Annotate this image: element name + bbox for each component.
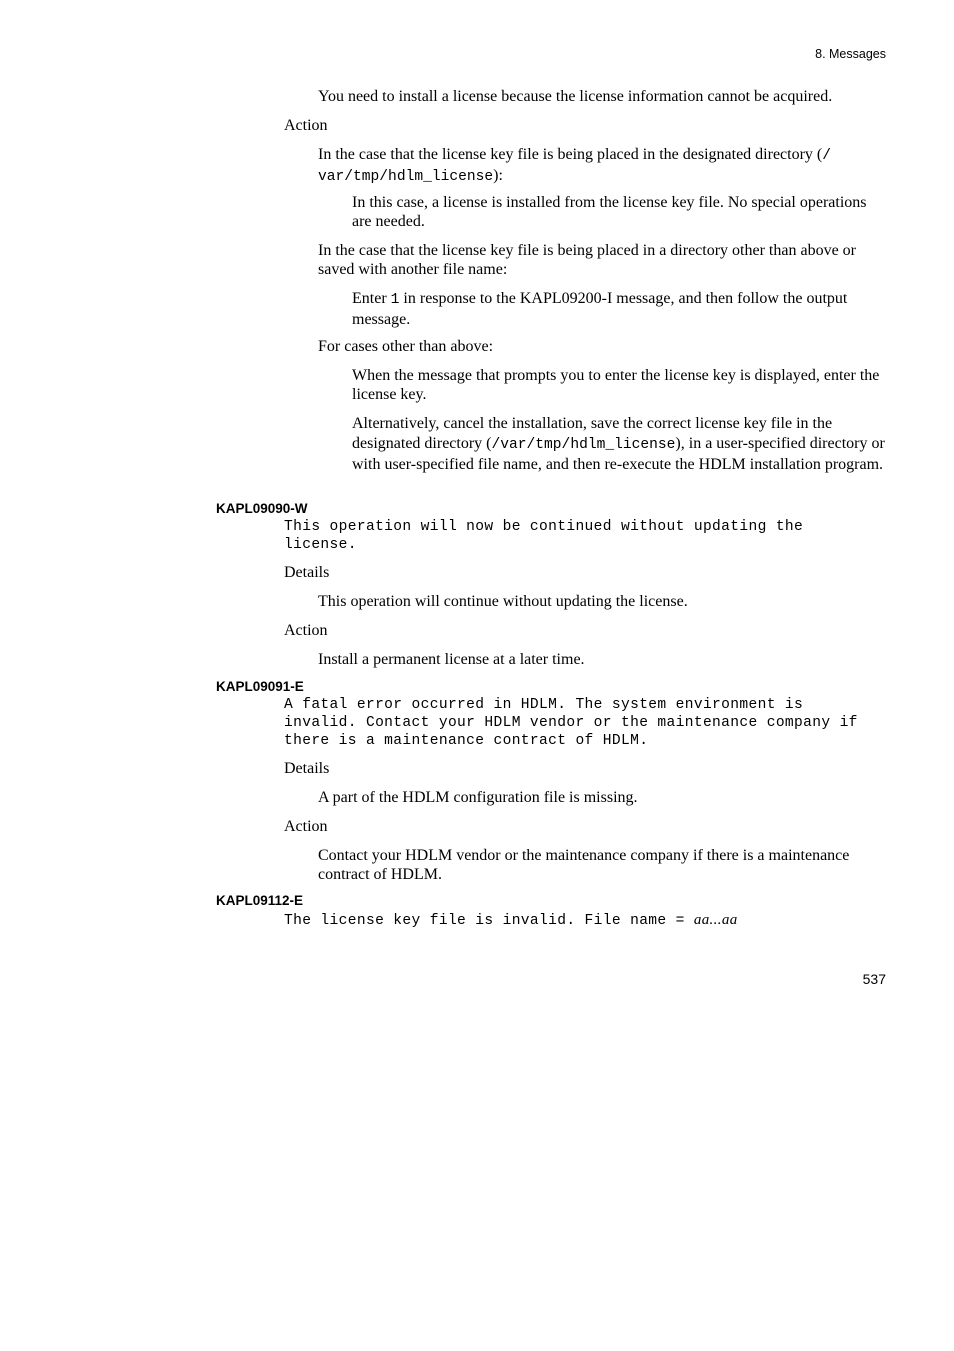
action-text: Contact your HDLM vendor or the maintenance company if there is a maintenance contract of HDLM. [318, 847, 850, 883]
message-id: KAPL09090-W [216, 501, 308, 516]
cause-text: You need to install a license because the license information cannot be acquired. [318, 88, 833, 105]
details-text: A part of the HDLM configuration file is missing. [318, 789, 638, 806]
case2-detail: Enter 1 in response to the KAPL09200-I message, and then follow the output message. [352, 290, 848, 328]
case1-paragraph: In the case that the license key file is being placed in the designated directory (/ var/tmp/hdlm_license): [318, 146, 832, 185]
message-text: This operation will now be continued without updating the license. [284, 519, 804, 553]
case3-detail2: Alternatively, cancel the installation, save the correct license key file in the designated directory (/var/tmp/hdlm_license), in a user-specified directory or with user-specified file name, and then re-execute the HDLM installation program. [352, 415, 885, 473]
action-label: Action [284, 117, 328, 134]
message-id: KAPL09112-E [216, 893, 304, 908]
case2-paragraph: In the case that the license key file is being placed in a directory other than above or saved with another file name: [318, 242, 857, 278]
running-header: 8. Messages [815, 47, 886, 61]
details-label: Details [284, 760, 330, 777]
details-label: Details [284, 564, 330, 581]
action-text: Install a permanent license at a later time. [318, 651, 585, 668]
action-label: Action [284, 622, 328, 639]
page-number: 537 [862, 971, 886, 987]
action-label: Action [284, 818, 328, 835]
message-text: The license key file is invalid. File name = aa...aa [284, 912, 738, 929]
details-text: This operation will continue without updating the license. [318, 593, 688, 610]
message-text: A fatal error occurred in HDLM. The system environment is invalid. Contact your HDLM vendor or the maintenance company if there is a maintenance contract of HDLM. [284, 697, 858, 749]
case3-paragraph: For cases other than above: [318, 338, 494, 355]
message-id: KAPL09091-E [216, 679, 304, 694]
case1-detail: In this case, a license is installed from the license key file. No special operations are needed. [352, 194, 867, 230]
case3-detail1: When the message that prompts you to enter the license key is displayed, enter the license key. [352, 367, 880, 403]
